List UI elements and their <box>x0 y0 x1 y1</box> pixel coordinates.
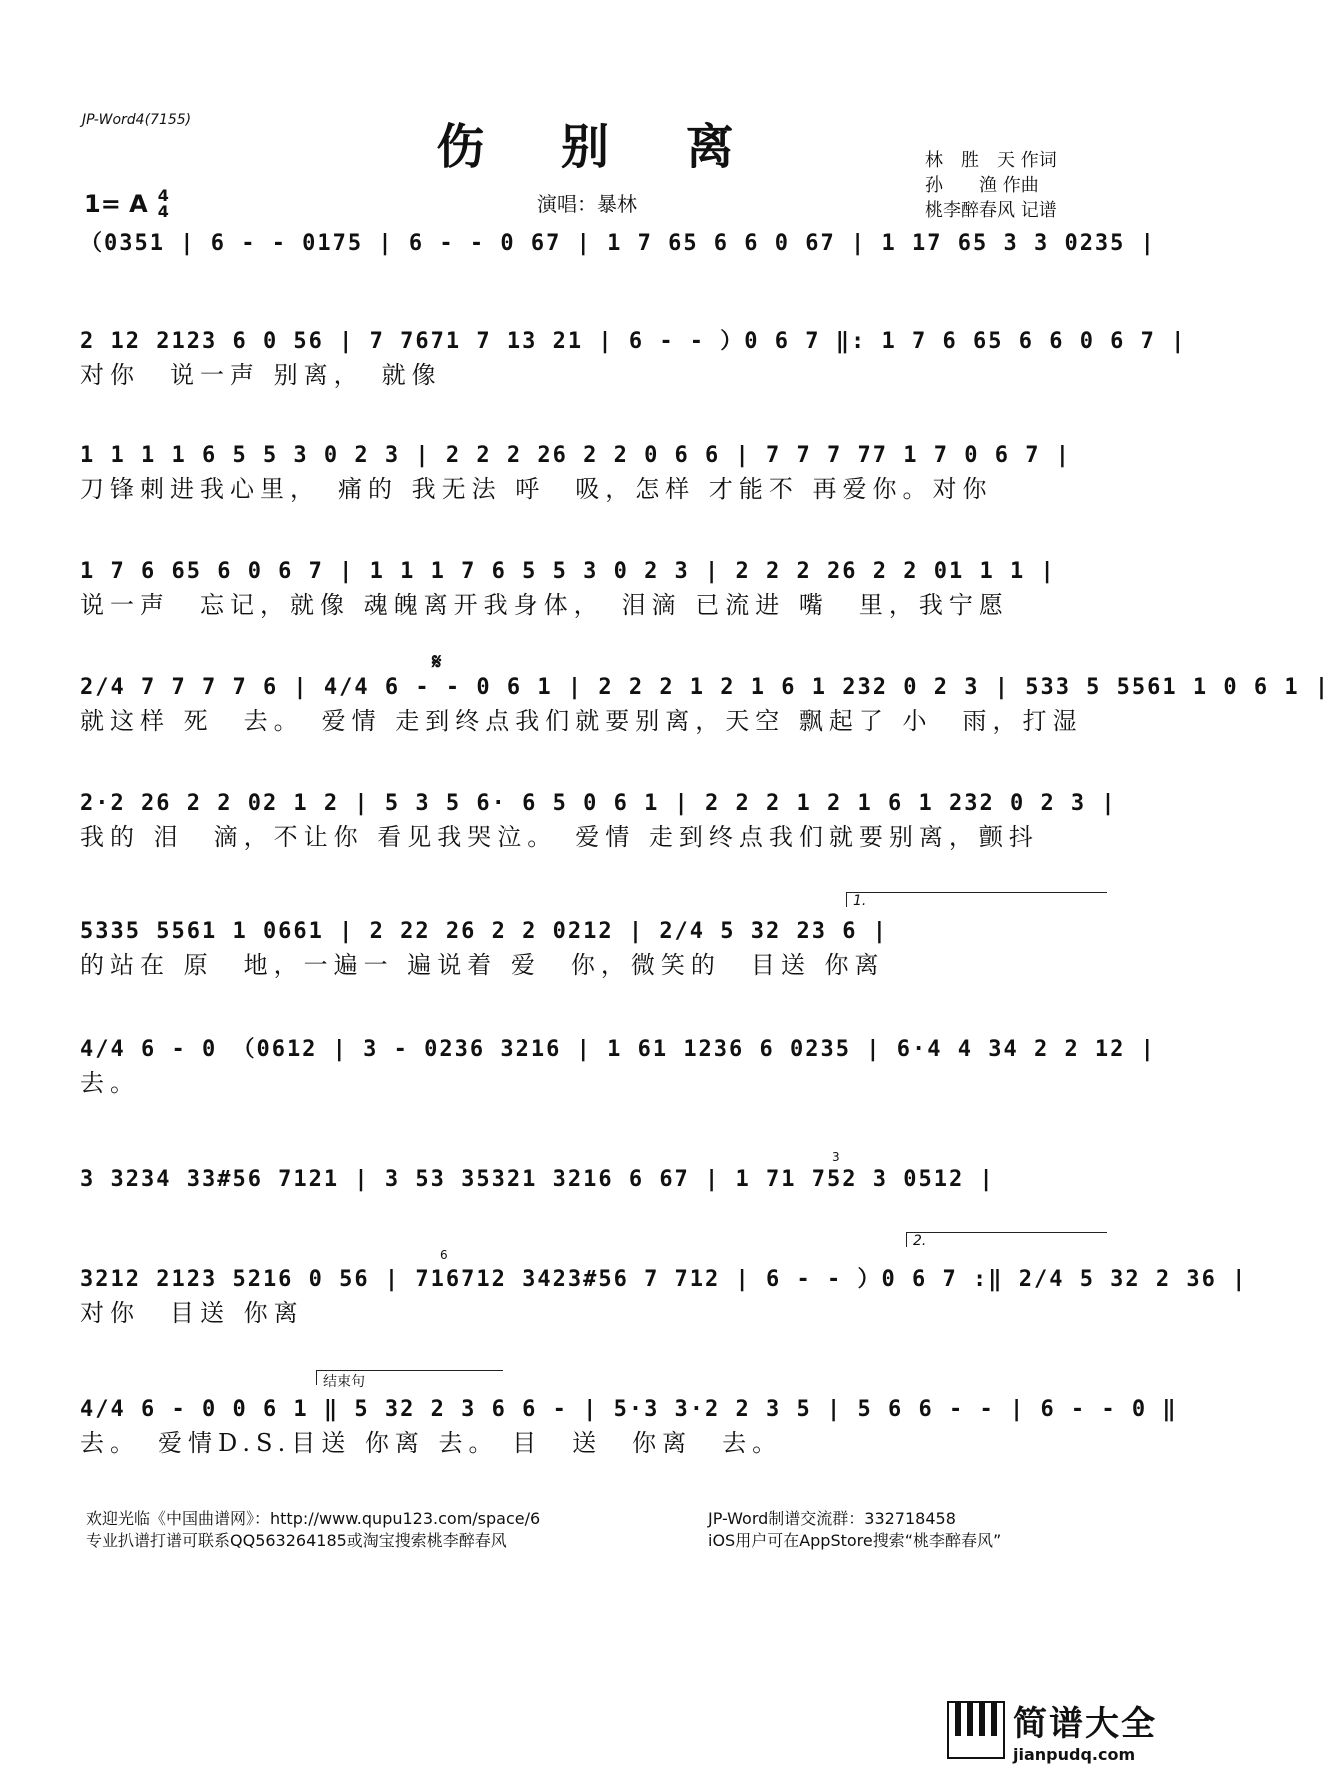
ending-bracket <box>316 1370 503 1390</box>
score-system-10 <box>80 1264 1248 1330</box>
score-system-5 <box>80 672 1330 738</box>
site-logo <box>947 1700 1182 1764</box>
notation-line: 4/4 6 - 0 0 6 1 ‖ 5 32 2 3 6 6 - | 5·3 3·2 2 3 5 | 5 6 6 - - | 6 - - 0 ‖ <box>80 1397 1178 1422</box>
notation-line: 5335 5561 1 0661 | 2 22 26 2 2 0212 | 2/4 5 32 23 6 | <box>80 919 888 944</box>
lyric-line: 的站在 原 地，一遍一 遍说着 爱 你，微笑的 目送 你离 <box>80 951 885 979</box>
notation-line: 1 7 6 65 6 0 6 7 | 1 1 1 7 6 5 5 3 0 2 3 | 2 2 2 26 2 2 01 1 1 | <box>80 559 1056 584</box>
notation-line: 4/4 6 - 0 （0612 | 3 - 0236 3216 | 1 61 1236 6 0235 | 6·4 4 34 2 2 12 | <box>80 1037 1156 1062</box>
transcriber-credit: 桃李醉春风 记谱 <box>925 200 1057 221</box>
lyric-line: 我的 泪 滴，不让你 看见我哭泣。 爱情 走到终点我们就要别离，颤抖 <box>80 823 1039 851</box>
segno-sign: 𝄋 <box>432 650 442 675</box>
score-system-7 <box>80 916 1110 982</box>
notation-line: 2/4 7 7 7 7 6 | 4/4 6 - - 0 6 1 | 2 2 2 1 2 1 6 1 232 0 2 3 | 533 5 5561 1 0 6 1 | <box>80 675 1330 700</box>
key-signature <box>84 188 169 220</box>
score-system-1 <box>80 228 1156 294</box>
notation-line: 2·2 26 2 2 02 1 2 | 5 3 5 6· 6 5 0 6 1 | 2 2 2 1 2 1 6 1 232 0 2 3 | <box>80 791 1117 816</box>
singer-credit: 演唱：暴林 <box>537 192 637 216</box>
score-system-8 <box>80 1034 1156 1100</box>
piano-keys-icon <box>947 1701 1005 1759</box>
lyric-line: 对你 目送 你离 <box>80 1299 304 1327</box>
footer-right <box>708 1508 1001 1552</box>
score-system-9 <box>80 1164 1110 1230</box>
logo-url: jianpudq.com <box>1013 1745 1136 1764</box>
notation-line: 3 3234 33#56 7121 | 3 53 35321 3216 6 67 | 1 71 752 3 0512 | <box>80 1167 995 1192</box>
lyric-line: 去。 <box>80 1069 140 1097</box>
score-system-3 <box>80 440 1110 506</box>
lyric-line: 去。 爱情D.S.目送 你离 去。 目 送 你离 去。 <box>80 1429 783 1457</box>
time-sig-top: 4 <box>157 186 169 205</box>
composer-credit: 孙 渔 作曲 <box>925 175 1039 196</box>
notation-line: 3212 2123 5216 0 56 | 716712 3423#56 7 712 | 6 - - ）0 6 7 :‖ 2/4 5 32 2 36 | <box>80 1267 1248 1292</box>
footer-ios-line: iOS用户可在AppStore搜索“桃李醉春风” <box>708 1531 1002 1550</box>
time-sig-bottom: 4 <box>157 202 169 221</box>
key-label: 1= A <box>84 190 148 218</box>
software-tag: JP-Word4(7155) <box>82 112 192 128</box>
song-title: 伤 别 离 <box>436 119 764 175</box>
score-system-2 <box>80 326 1187 392</box>
notation-line: 2 12 2123 6 0 56 | 7 7671 7 13 21 | 6 - - ）0 6 7 ‖: 1 7 6 65 6 6 0 6 7 | <box>80 329 1187 354</box>
logo-name: 简谱大全 <box>1013 1704 1157 1744</box>
time-signature <box>158 188 169 220</box>
footer-left <box>86 1508 540 1552</box>
notation-line: （0351 | 6 - - 0175 | 6 - - 0 67 | 1 7 65 6 6 0 67 | 1 17 65 3 3 0235 | <box>80 231 1156 256</box>
sextuplet-mark: 6 <box>440 1248 448 1262</box>
footer-website-line: 欢迎光临《中国曲谱网》：http://www.qupu123.com/space/6 <box>86 1509 541 1528</box>
lyric-line: 对你 说一声 别离， 就像 <box>80 361 442 389</box>
score-system-6 <box>80 788 1117 854</box>
ending-phrase-label: 结束句 <box>323 1374 365 1390</box>
lyric-line <box>80 260 1110 294</box>
triplet-mark: 3 <box>832 1150 840 1164</box>
logo-text-block <box>1013 1696 1157 1764</box>
footer-group-line: JP-Word制谱交流群：332718458 <box>708 1509 956 1528</box>
lyricist-credit: 林 胜 天 作词 <box>925 150 1057 171</box>
footer-contact-line: 专业扒谱打谱可联系QQ563264185或淘宝搜索桃李醉春风 <box>86 1531 507 1550</box>
lyric-line: 刀锋刺进我心里， 痛的 我无法 呼 吸，怎样 才能不 再爱你。对你 <box>80 475 993 503</box>
lyric-line <box>80 1196 1110 1230</box>
score-system-4 <box>80 556 1110 622</box>
volta-2-label: 2. <box>913 1233 927 1249</box>
volta-bracket-2 <box>906 1232 1107 1247</box>
notation-line: 1 1 1 1 6 5 5 3 0 2 3 | 2 2 2 26 2 2 0 6 6 | 7 7 7 77 1 7 0 6 7 | <box>80 443 1071 468</box>
volta-bracket-1 <box>846 892 1107 907</box>
volta-1-label: 1. <box>853 893 867 909</box>
lyric-line: 就这样 死 去。 爱情 走到终点我们就要别离，天空 飘起了 小 雨，打湿 <box>80 707 1083 735</box>
lyric-line: 说一声 忘记，就像 魂魄离开我身体， 泪滴 已流进 嘴 里，我宁愿 <box>80 591 1009 619</box>
score-system-11 <box>80 1394 1178 1460</box>
credits-block <box>925 148 1057 223</box>
